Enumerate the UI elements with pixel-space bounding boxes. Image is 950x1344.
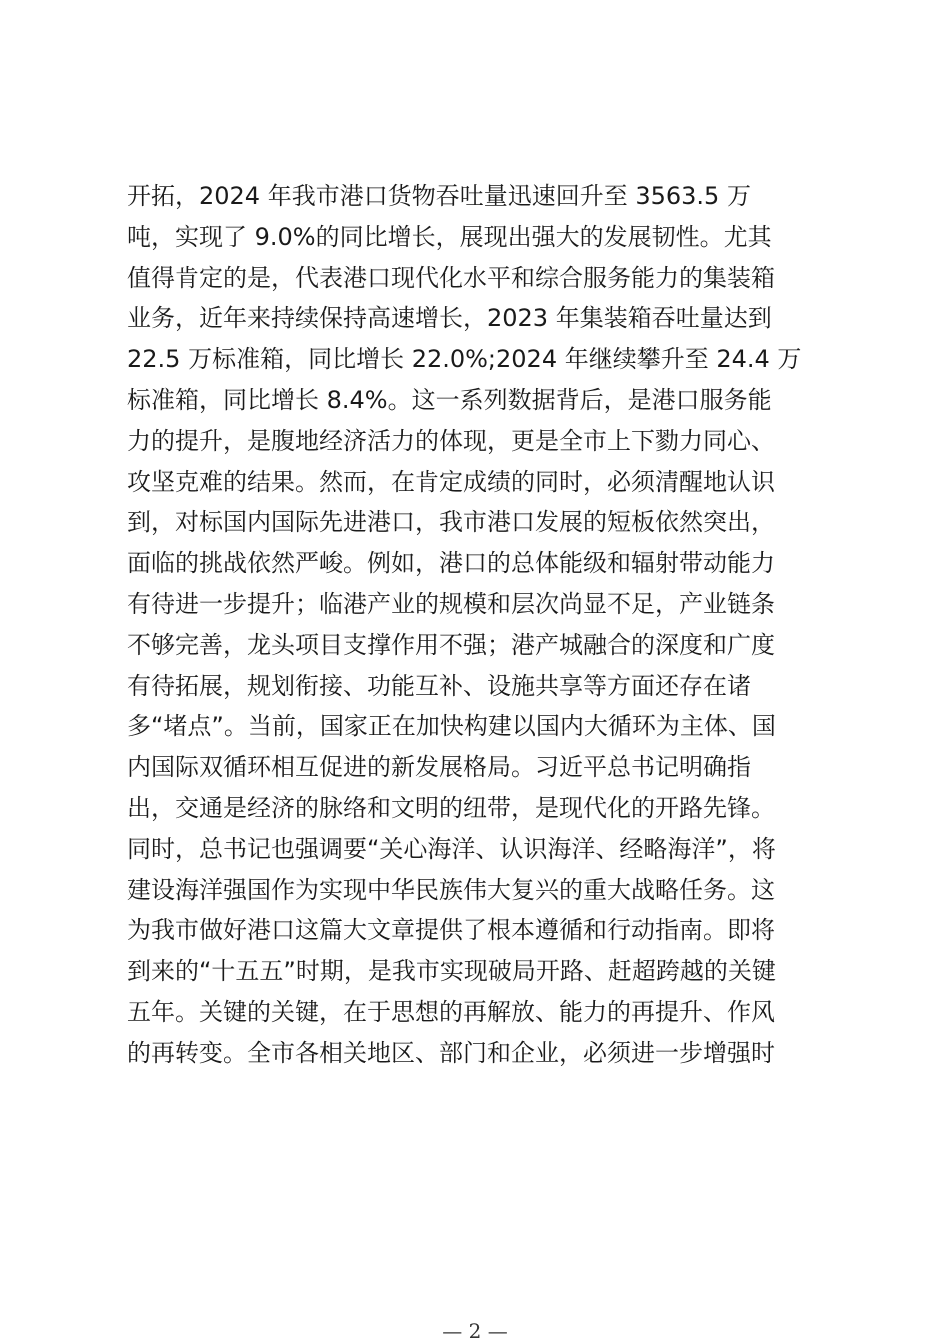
text-line: 22.5 万标准箱，同比增长 22.0%;2024 年继续攀升至 24.4 万 <box>127 345 802 374</box>
body-text <box>127 176 827 1074</box>
text-line: 同时，总书记也强调要“关心海洋、认识海洋、经略海洋”，将 <box>127 834 776 863</box>
text-line: 力的提升，是腹地经济活力的体现，更是全市上下勠力同心、 <box>127 426 775 455</box>
text-line: 开拓，2024 年我市港口货物吞吐量迅速回升至 3563.5 万 <box>127 182 751 210</box>
text-line: 建设海洋强国作为实现中华民族伟大复兴的重大战略任务。这 <box>127 875 775 904</box>
text-line: 出，交通是经济的脉络和文明的纽带，是现代化的开路先锋。 <box>127 793 775 822</box>
text-line: 不够完善，龙头项目支撑作用不强；港产城融合的深度和广度 <box>127 630 775 659</box>
text-line: 的再转变。全市各相关地区、部门和企业，必须进一步增强时 <box>127 1038 775 1067</box>
text-line: 到，对标国内国际先进港口，我市港口发展的短板依然突出， <box>127 508 775 537</box>
text-line: 有待拓展，规划衔接、功能互补、设施共享等方面还存在诸 <box>127 671 751 700</box>
text-line: 为我市做好港口这篇大文章提供了根本遵循和行动指南。即将 <box>127 916 775 945</box>
text-line: 吨，实现了 9.0%的同比增长，展现出强大的发展韧性。尤其 <box>127 222 772 251</box>
text-line: 到来的“十五五”时期，是我市实现破局开路、赶超跨越的关键 <box>127 957 776 986</box>
text-line: 业务，近年来持续保持高速增长，2023 年集装箱吞吐量达到 <box>127 304 772 333</box>
text-line: 内国际双循环相互促进的新发展格局。习近平总书记明确指 <box>127 753 751 782</box>
text-line: 多“堵点”。当前，国家正在加快构建以国内大循环为主体、国 <box>127 712 776 741</box>
page-number: — 2 — <box>442 1319 508 1343</box>
text-line: 值得肯定的是，代表港口现代化水平和综合服务能力的集装箱 <box>127 263 775 292</box>
text-line: 五年。关键的关键，在于思想的再解放、能力的再提升、作风 <box>127 997 775 1026</box>
text-line: 攻坚克难的结果。然而，在肯定成绩的同时，必须清醒地认识 <box>127 467 775 496</box>
text-line: 面临的挑战依然严峻。例如，港口的总体能级和辐射带动能力 <box>127 549 775 578</box>
text-line: 有待进一步提升；临港产业的规模和层次尚显不足，产业链条 <box>127 589 775 618</box>
text-line: 标准箱，同比增长 8.4%。这一系列数据背后，是港口服务能 <box>127 385 772 414</box>
